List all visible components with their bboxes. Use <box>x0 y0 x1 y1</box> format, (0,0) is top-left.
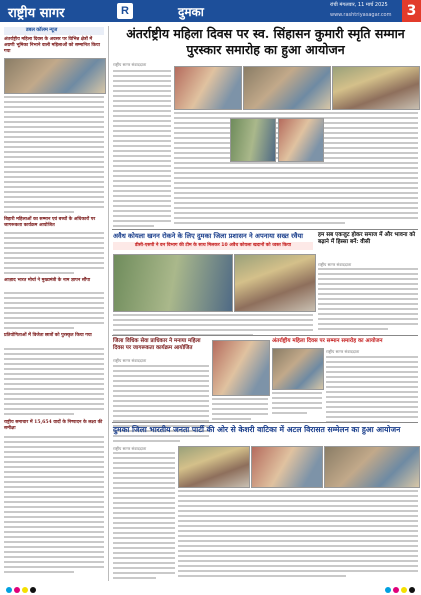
story3-text <box>318 268 418 333</box>
left-mid-headline: बिहारी महिलाओं का सम्मान एवं बच्चों के अधिकारों पर जागरूकता कार्यक्रम आयोजित <box>4 217 96 228</box>
paper-name: राष्ट्रीय सागर <box>8 6 65 21</box>
lead-photo-1 <box>174 66 242 110</box>
page-number: 3 <box>402 0 421 22</box>
story5-byline: राष्ट्रीय सागर संवाददाता <box>326 349 360 354</box>
story3-headline: हम सब एकजुट होकर समाज में और भावना को बढ़ाने में हिस्सा बनें: वीसी <box>318 232 416 245</box>
left-text-4 <box>4 348 104 418</box>
left-text-2 <box>4 232 104 277</box>
yellow-mark-icon <box>22 587 28 593</box>
section-title: दुमका <box>178 5 204 19</box>
left-headline-3: आज़ाद भारत मोर्चा ने मुख्यमंत्री के नाम ज्ञापन सौंपा <box>4 278 91 283</box>
left-text-3 <box>4 292 104 332</box>
bureau-bar <box>4 27 104 35</box>
story5-photo <box>272 348 324 390</box>
story4-headline: जिला विधिक सेवा प्राधिकार ने मनाया महिला दिवस पर जागरूकता कार्यक्रम आयोजित <box>113 338 201 351</box>
left-text-1 <box>4 96 104 216</box>
story6-photo-2 <box>251 446 323 488</box>
story2-photo-2 <box>234 254 316 312</box>
date-line: रांची मंगलवार, 11 मार्च 2025 <box>330 2 388 8</box>
story6-text-main <box>178 490 418 580</box>
left-headline-5: राष्ट्रीय समाचार में 15,654 वादों के निष्पादन के लक्ष्य की समीक्षा <box>4 420 103 431</box>
story5-text <box>326 356 418 426</box>
print-footer <box>0 585 421 595</box>
masthead <box>0 0 421 22</box>
left-intro-headline: अंतर्राष्ट्रीय महिला दिवस के अवसर पर विभिन्न क्षेत्रों में अग्रणी भूमिका निभाने वाली महिलाओं को सम्मानित किया गया <box>4 37 100 54</box>
story6-headline: दुमका जिला भारतीय जनता पार्टी की ओर से केशरी वाटिका में अटल विरासत सम्मेलन का हुआ आयोजन <box>113 425 401 434</box>
story3-byline: राष्ट्रीय सागर संवाददाता <box>318 262 352 267</box>
bureau-label: डबल कॉलम न्यूज <box>26 27 58 33</box>
story6-byline: राष्ट्रीय सागर संवाददाता <box>113 446 147 451</box>
story2-photo-1 <box>113 254 233 312</box>
story6-photo-1 <box>178 446 250 488</box>
lead-photo-3 <box>332 66 420 110</box>
story4-text-2 <box>212 398 268 423</box>
lead-headline: अंतर्राष्ट्रीय महिला दिवस पर स्व. सिंहासन कुमारी स्मृति सम्मान पुरस्कार समारोह का हुआ आयोजन <box>126 26 405 57</box>
story4-photo <box>212 340 270 396</box>
lead-text-col1 <box>113 70 171 230</box>
story2-headline: अवैध कोयला खनन रोकने के लिए दुमका जिला प्रशासन ने अपनाया सख्त रवैया <box>113 232 304 240</box>
story5-headline: अंतर्राष्ट्रीय महिला दिवस पर सम्मान समारोह का आयोजन <box>272 338 383 344</box>
black-mark-icon <box>30 587 36 593</box>
lead-photo-2 <box>243 66 331 110</box>
left-headline-4: प्रतियोगिताओं में विजेता छात्रों को पुरस्कृत किया गया <box>4 333 92 338</box>
lead-photo-4 <box>230 118 276 162</box>
story6-photo-3 <box>324 446 420 488</box>
logo-icon: R <box>117 3 133 19</box>
cyan-mark-icon <box>6 587 12 593</box>
left-photo-1 <box>4 58 106 94</box>
story4-byline: राष्ट्रीय सागर संवाददाता <box>113 358 147 363</box>
site-url[interactable]: www.rashtriyasagar.com <box>330 12 392 18</box>
left-text-5 <box>4 436 104 576</box>
story2-subhead: डीसी-एसपी ने वन विभाग की टीम के साथ मिलकर 10 अवैध कोयला खदानों को ध्वस्त किया <box>113 242 313 250</box>
magenta-mark-icon <box>14 587 20 593</box>
story6-text-col1 <box>113 452 175 582</box>
story5-text-2 <box>272 392 322 417</box>
lead-photo-5 <box>278 118 324 162</box>
column-divider <box>108 26 109 581</box>
lead-byline: राष्ट्रीय सागर संवाददाता <box>113 62 147 67</box>
